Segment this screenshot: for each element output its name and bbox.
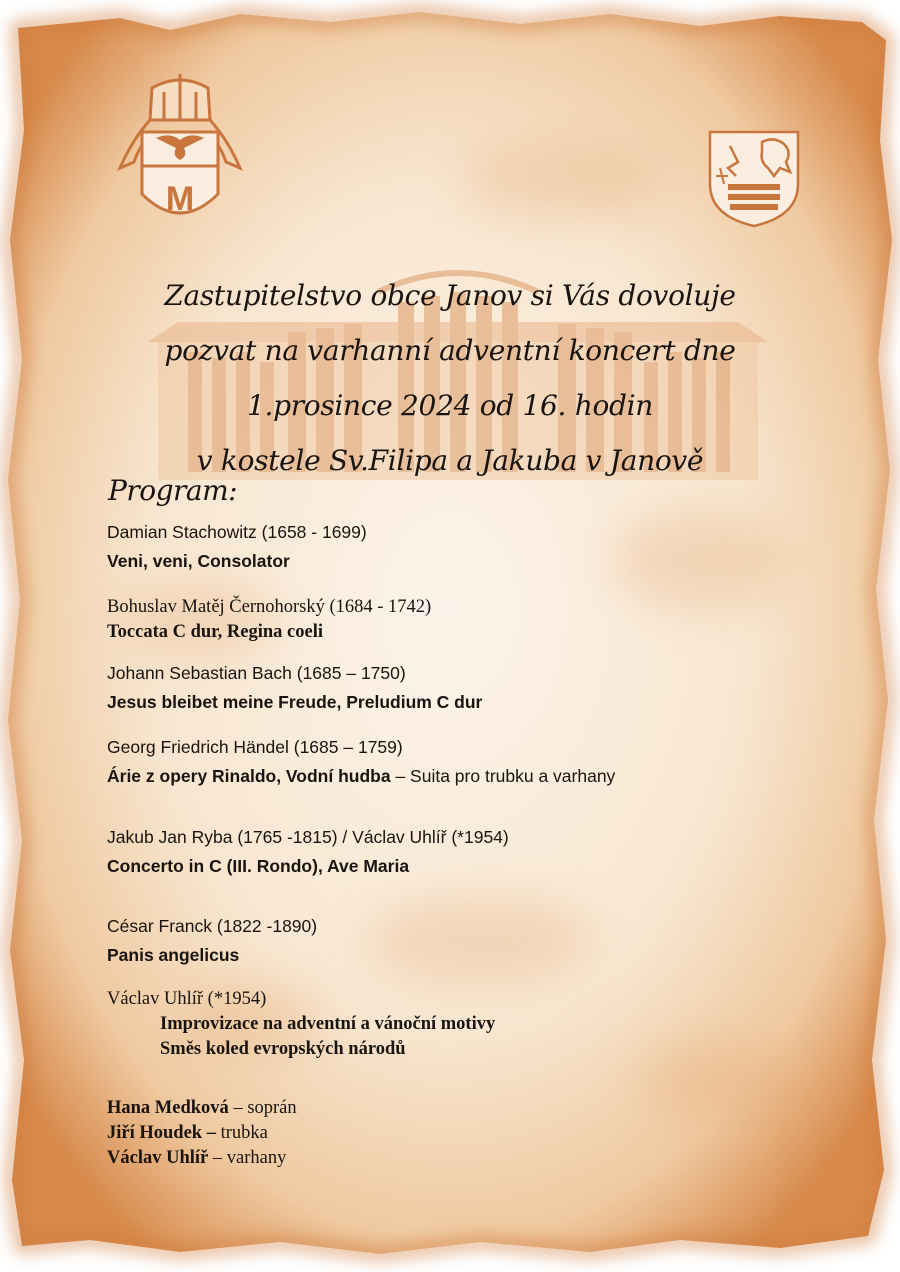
performer <box>107 1096 297 1121</box>
works: Jesus bleibet meine Freude, Preludium C dur <box>107 692 483 712</box>
performer-role: varhany <box>226 1148 287 1168</box>
works: Toccata C dur, Regina coeli <box>107 622 324 642</box>
performer <box>107 1146 297 1171</box>
municipal-coat-of-arms-icon <box>704 128 804 228</box>
works: Směs koled evropských národů <box>160 1039 406 1059</box>
composer: Georg Friedrich Händel (1685 – 1759) <box>107 737 403 757</box>
invitation-line: pozvat na varhanní adventní koncert dne <box>164 334 736 367</box>
program-entry <box>107 912 847 970</box>
composer: Jakub Jan Ryba (1765 -1815) / Václav Uhlíř (*1954) <box>107 827 509 847</box>
program-entry <box>107 659 847 717</box>
invitation-line: 1.prosince 2024 od 16. hodin <box>246 389 654 422</box>
diocese-coat-of-arms-icon <box>112 70 248 234</box>
works-line <box>107 762 847 791</box>
works: Concerto in C (III. Rondo), Ave Maria <box>107 856 410 876</box>
works-note: – Suita pro trubku a varhany <box>390 766 616 786</box>
composer: Johann Sebastian Bach (1685 – 1750) <box>107 663 406 683</box>
program-entry <box>107 595 847 645</box>
composer: Bohuslav Matěj Černohorský (1684 - 1742) <box>107 597 432 617</box>
works: Árie z opery Rinaldo, Vodní hudba <box>107 766 391 786</box>
invitation-line: v kostele Sv.Filipa a Jakuba v Janově <box>196 444 704 477</box>
emblem-letter: M <box>165 180 195 218</box>
works: Improvizace na adventní a vánoční motivy <box>160 1014 496 1034</box>
program-entry <box>107 987 847 1062</box>
composer: Václav Uhlíř (*1954) <box>107 989 267 1009</box>
performer-separator: – <box>208 1148 227 1168</box>
performer-name: Jiří Houdek – <box>107 1123 216 1143</box>
program-entry <box>107 823 847 881</box>
program-entry <box>107 518 847 576</box>
program-entry <box>107 733 847 791</box>
invitation-line: Zastupitelstvo obce Janov si Vás dovoluje <box>164 279 736 312</box>
performers-list <box>107 1096 297 1171</box>
works: Panis angelicus <box>107 945 240 965</box>
program-heading: Program: <box>108 474 238 507</box>
performer-role: trubka <box>220 1123 268 1143</box>
performer-role: soprán <box>247 1098 297 1118</box>
composer: Damian Stachowitz (1658 - 1699) <box>107 522 367 542</box>
composer: César Franck (1822 -1890) <box>107 916 318 936</box>
performer <box>107 1121 297 1146</box>
performer-name: Václav Uhlíř <box>107 1148 209 1168</box>
invitation-text <box>100 268 800 488</box>
performer-separator: – <box>228 1098 248 1118</box>
works: Veni, veni, Consolator <box>107 551 290 571</box>
performer-name: Hana Medková <box>107 1098 229 1118</box>
